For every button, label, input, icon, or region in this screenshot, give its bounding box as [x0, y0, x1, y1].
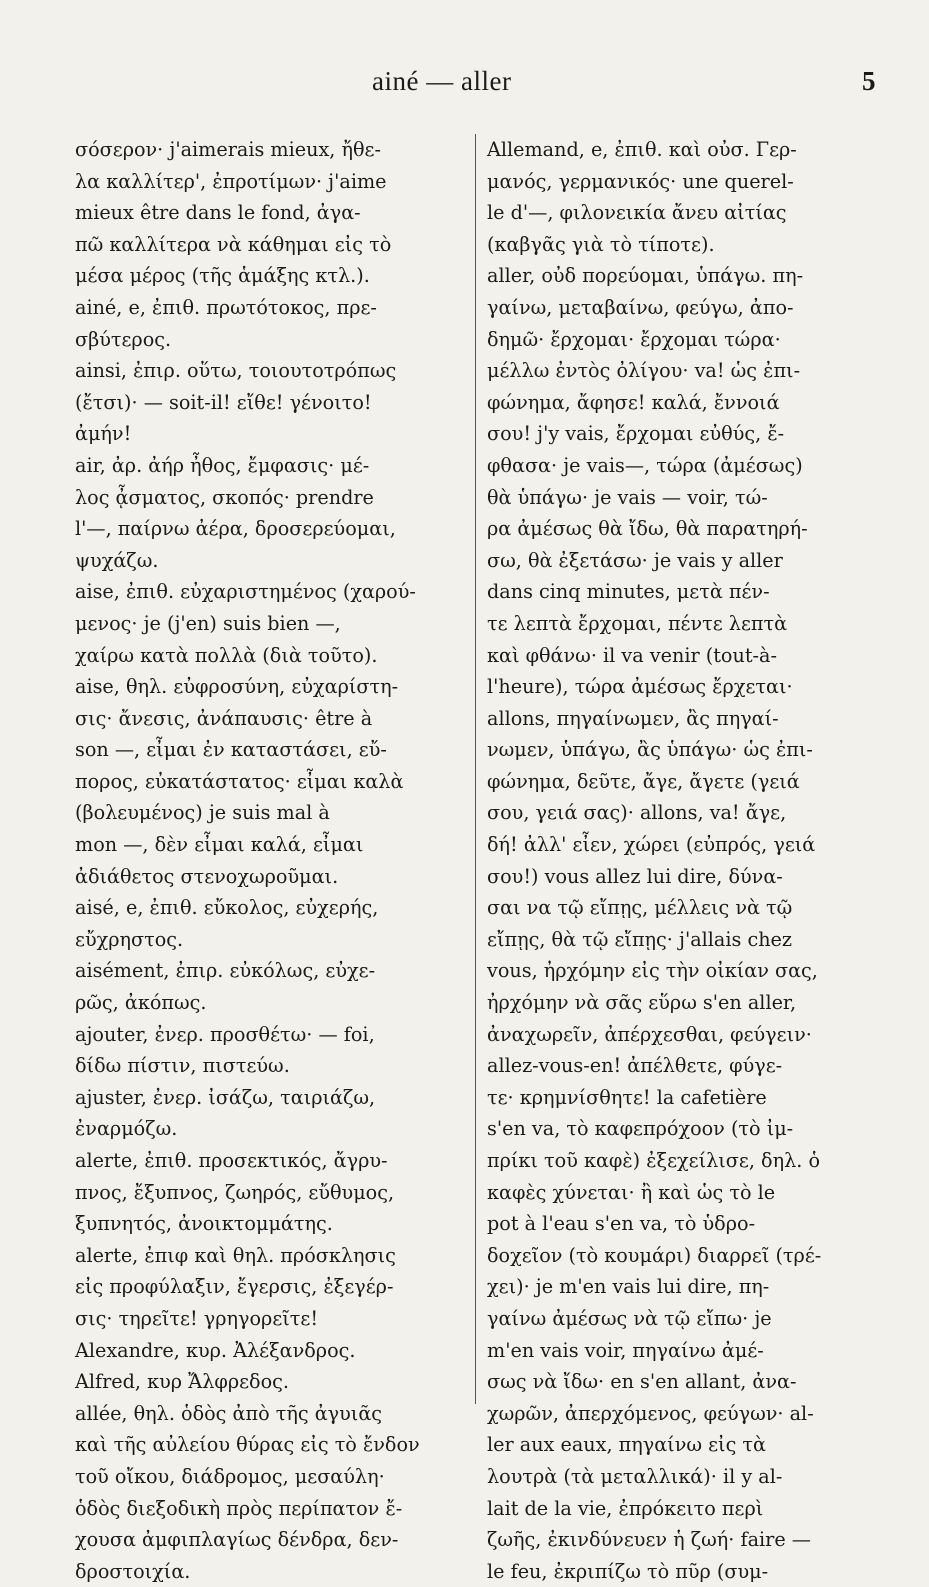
text-line: σαι να τῷ εἴπῃς, μέλλεις νὰ τῷ: [487, 896, 793, 920]
text-line: καφὲς χύνεται· ἢ καὶ ὡς τὸ le: [487, 1180, 776, 1204]
text-line: l'—, παίρνω ἀέρα, δροσερεύομαι,: [75, 517, 396, 541]
text-line: ajouter, ἐνερ. προσθέτω· — foi,: [75, 1022, 375, 1046]
text-line: δροστοιχία.: [75, 1559, 191, 1583]
text-line: τε λεπτὰ ἔρχομαι, πέντε λεπτὰ: [487, 611, 788, 635]
text-line: φθασα· je vais—, τώρα (ἀμέσως): [487, 453, 803, 477]
text-line: φώνημα, ἄφησε! καλά, ἔννοιά: [487, 390, 780, 414]
text-line: λος ᾆσματος, σκοπός· prendre: [75, 485, 374, 509]
text-line: εἰς προφύλαξιν, ἔγερσις, ἐξεγέρ-: [75, 1275, 394, 1299]
text-line: allez-vous-en! ἀπέλθετε, φύγε-: [487, 1054, 783, 1078]
text-line: aise, ἐπιθ. εὐχαριστημένος (χαρού-: [75, 580, 416, 604]
text-line: καὶ τῆς αὐλείου θύρας εἰς τὸ ἔνδον: [75, 1433, 420, 1457]
text-line: aller, οὐδ πορεύομαι, ὑπάγω. πη-: [487, 264, 804, 288]
text-line: Alexandre, κυρ. Ἀλέξανδρος.: [75, 1338, 356, 1362]
text-line: allée, θηλ. ὁδὸς ἀπὸ τῆς ἀγυιᾶς: [75, 1401, 383, 1425]
text-line: Allemand, e, ἐπιθ. καὶ οὐσ. Γερ-: [487, 138, 797, 161]
text-line: aise, θηλ. εὐφροσύνη, εὐχαρίστη-: [75, 675, 399, 699]
text-line: εἴπῃς, θὰ τῷ εἴπῃς· j'allais chez: [487, 927, 793, 951]
text-line: ρῶς, ἀκόπως.: [75, 991, 207, 1015]
text-line: χουσα ἀμφιπλαγίως δένδρα, δεν-: [75, 1528, 399, 1552]
text-line: δή! ἀλλ' εἶεν, χώρει (εὐπρός, γειά: [487, 833, 816, 857]
text-line: (καβγᾶς γιὰ τὸ τίποτε).: [487, 232, 715, 256]
text-line: air, ἀρ. ἀήρ ἦθος, ἔμφασις· μέ-: [75, 453, 370, 477]
text-line: allons, πηγαίνωμεν, ἂς πηγαί-: [487, 706, 779, 730]
text-line: χει)· je m'en vais lui dire, πη-: [487, 1275, 770, 1299]
text-line: ainé, e, ἐπιθ. πρωτότοκος, πρε-: [75, 295, 377, 319]
text-line: καὶ φθάνω· il va venir (tout-à-: [487, 643, 777, 667]
text-line: ζωῆς, ἐκινδύνευεν ἡ ζωή· faire —: [487, 1528, 811, 1552]
text-line: μέλλω ἐντὸς ὀλίγου· va! ὡς ἐπι-: [487, 359, 801, 383]
text-line: πνος, ἔξυπνος, ζωηρός, εὔθυμος,: [75, 1180, 395, 1204]
text-line: θὰ ὑπάγω· je vais — voir, τώ-: [487, 485, 768, 509]
text-line: mieux être dans le fond, ἀγα-: [75, 201, 361, 225]
text-line: aisément, ἐπιρ. εὐκόλως, εὐχε-: [75, 959, 376, 983]
text-line: ajuster, ἐνερ. ἰσάζω, ταιριάζω,: [75, 1085, 376, 1109]
text-line: δημῶ· ἔρχομαι· ἔρχομαι τώρα·: [487, 327, 781, 351]
text-line: δοχεῖον (τὸ κουμάρι) διαρρεῖ (τρέ-: [487, 1243, 822, 1267]
text-line: ξυπνητός, ἀνοικτομμάτης.: [75, 1212, 333, 1236]
text-line: ἀναχωρεῖν, ἀπέρχεσθαι, φεύγειν·: [487, 1022, 812, 1046]
text-line: alerte, ἐπιφ καὶ θηλ. πρόσκλησις: [75, 1243, 396, 1267]
text-line: μενος· je (j'en) suis bien —,: [75, 611, 341, 635]
text-line: γαίνω, μεταβαίνω, φεύγω, ἀπο-: [487, 295, 794, 319]
text-line: alerte, ἐπιθ. προσεκτικός, ἄγρυ-: [75, 1149, 388, 1172]
text-line: σου!) vous allez lui dire, δύνα-: [487, 864, 783, 888]
page-number: 5: [862, 66, 876, 96]
text-line: σως νὰ ἴδω· en s'en allant, ἀνα-: [487, 1370, 797, 1394]
text-line: ὁδὸς διεξοδικὴ πρὸς περίπατον ἔ-: [75, 1496, 403, 1520]
text-line: σόσερον· j'aimerais mieux, ἤθε-: [75, 138, 381, 161]
left-column: [75, 134, 470, 1587]
text-line: χαίρω κατὰ πολλὰ (διὰ τοῦτο).: [75, 643, 378, 667]
text-line: τε· κρημνίσθητε! la cafetière: [487, 1085, 767, 1109]
text-line: Alfred, κυρ Ἄλφρεδος.: [75, 1370, 289, 1394]
text-line: τοῦ οἴκου, διάδρομος, μεσαύλη·: [75, 1464, 385, 1488]
text-line: m'en vais voir, πηγαίνω ἀμέ-: [487, 1338, 764, 1362]
text-line: σου! j'y vais, ἔρχομαι εὐθύς, ἔ-: [487, 422, 785, 446]
text-line: δίδω πίστιν, πιστεύω.: [75, 1054, 290, 1078]
text-line: pot à l'eau s'en va, τὸ ὑδρο-: [487, 1212, 756, 1236]
text-line: φώνημα, δεῦτε, ἄγε, ἄγετε (γειά: [487, 769, 800, 793]
text-line: ψυχάζω.: [75, 548, 159, 572]
text-line: σβύτερος.: [75, 327, 172, 351]
text-line: dans cinq minutes, μετὰ πέν-: [487, 580, 770, 604]
page-title: ainé — aller: [372, 66, 512, 96]
text-line: λουτρὰ (τὰ μεταλλικά)· il y al-: [487, 1464, 783, 1488]
text-line: ainsi, ἐπιρ. οὕτω, τοιουτοτρόπως: [75, 359, 397, 383]
text-line: εὔχρηστος.: [75, 927, 184, 951]
text-line: μέσα μέρος (τῆς ἁμάξης κτλ.).: [75, 264, 370, 288]
text-line: mon —, δὲν εἶμαι καλά, εἶμαι: [75, 833, 364, 857]
running-head: [0, 66, 929, 106]
text-line: σις· ἄνεσις, ἀνάπαυσις· être à: [75, 706, 373, 730]
text-line: lait de la vie, ἐπρόκειτο περὶ: [487, 1496, 764, 1520]
text-line: vous, ἠρχόμην εἰς τὴν οἰκίαν σας,: [487, 959, 818, 983]
text-line: γαίνω ἀμέσως νὰ τῷ εἴπω· je: [487, 1306, 772, 1330]
text-line: ἀδιάθετος στενοχωροῦμαι.: [75, 864, 339, 888]
text-line: πρίκι τοῦ καφὲ) ἐξεχείλισε, δηλ. ὁ: [487, 1149, 820, 1172]
text-line: σις· τηρεῖτε! γρηγορεῖτε!: [75, 1306, 319, 1330]
text-line: ler aux eaux, πηγαίνω εἰς τὰ: [487, 1433, 766, 1457]
text-line: σω, θὰ ἐξετάσω· je vais y aller: [487, 548, 783, 572]
column-divider: [475, 134, 476, 1404]
text-line: ἐναρμόζω.: [75, 1117, 178, 1141]
text-line: le feu, ἐκριπίζω τὸ πῦρ (συμ-: [487, 1559, 769, 1583]
text-line: aisé, e, ἐπιθ. εὔκολος, εὐχερής,: [75, 896, 379, 920]
text-line: λα καλλίτερ', ἐπροτίμων· j'aime: [75, 169, 387, 193]
text-line: ἀμήν!: [75, 422, 132, 446]
text-line: ἠρχόμην νὰ σᾶς εὕρω s'en aller,: [487, 991, 797, 1015]
text-line: s'en va, τὸ καφεπρόχοον (τὸ ἰμ-: [487, 1117, 794, 1141]
text-line: ρα ἀμέσως θὰ ἴδω, θὰ παρατηρή-: [487, 517, 808, 541]
text-line: le d'—, φιλονεικία ἄνευ αἰτίας: [487, 201, 787, 225]
text-line: son —, εἶμαι ἐν καταστάσει, εὔ-: [75, 738, 387, 762]
text-line: χωρῶν, ἀπερχόμενος, φεύγων· al-: [487, 1401, 814, 1425]
text-line: (βολευμένος) je suis mal à: [75, 801, 330, 825]
right-column: [487, 134, 885, 1587]
text-line: l'heure), τώρα ἀμέσως ἔρχεται·: [487, 675, 793, 699]
text-line: νωμεν, ὑπάγω, ἂς ὑπάγω· ὡς ἐπι-: [487, 738, 813, 762]
text-line: σου, γειά σας)· allons, va! ἄγε,: [487, 801, 787, 825]
text-line: πῶ καλλίτερα νὰ κάθημαι εἰς τὸ: [75, 232, 392, 256]
text-line: μανός, γερμανικός· une querel-: [487, 169, 794, 193]
text-line: (ἔτσι)· — soit-il! εἴθε! γένοιτο!: [75, 390, 372, 414]
text-line: πορος, εὐκατάστατος· εἶμαι καλὰ: [75, 769, 404, 793]
